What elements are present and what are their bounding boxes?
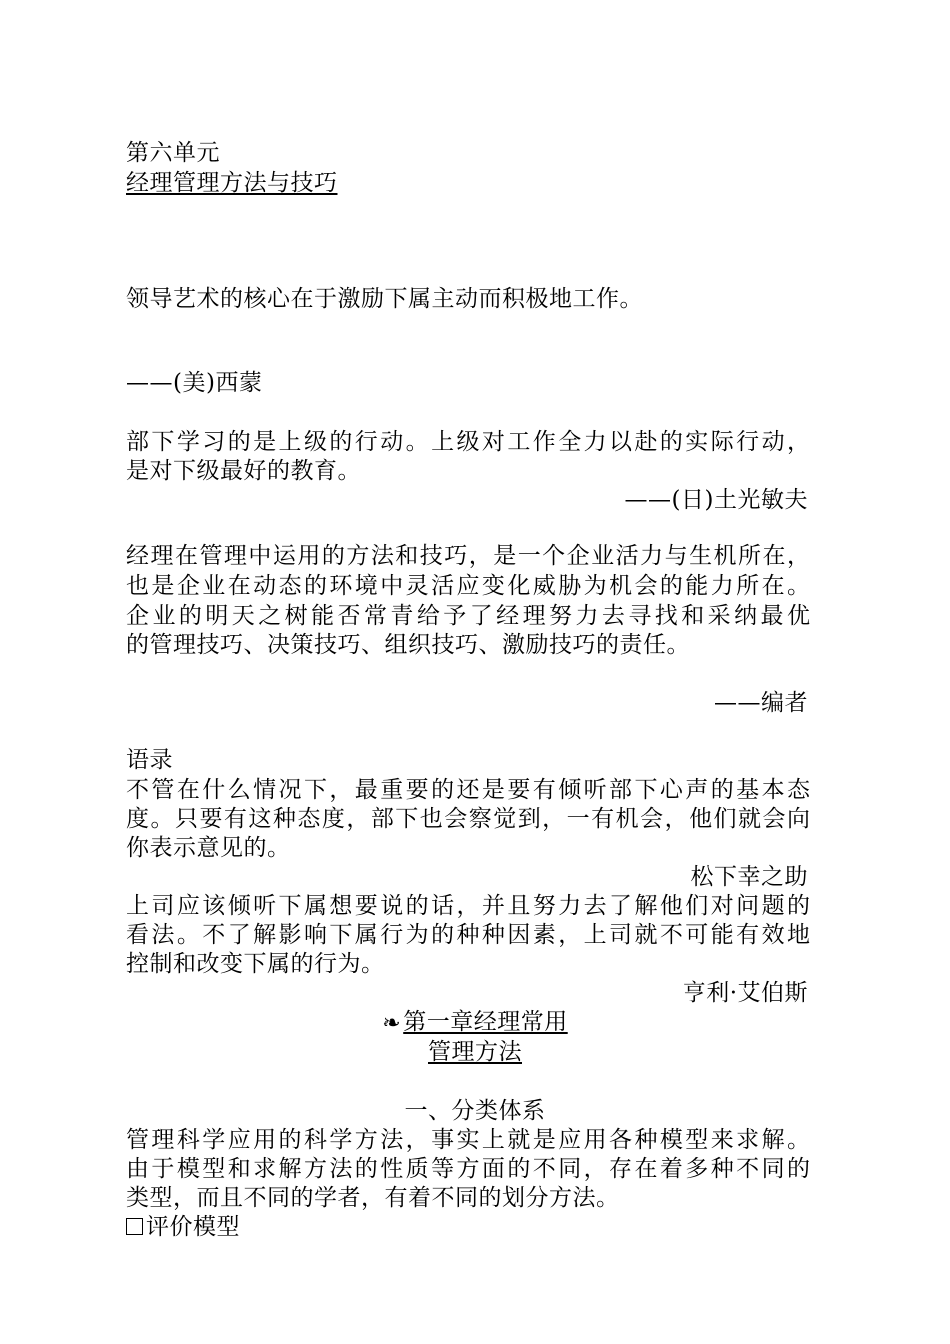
section-line-2: 由于模型和求解方法的性质等方面的不同，存在着多种不同的 xyxy=(126,1156,810,1182)
chapter-heading-line-1 xyxy=(0,1007,950,1039)
checkbox-icon xyxy=(126,1218,143,1235)
checkbox-item xyxy=(126,1212,240,1242)
chapter-heading-line-2 xyxy=(0,1037,950,1067)
saying-2-line-3: 控制和改变下属的行为。 xyxy=(126,951,385,977)
quote-3-line-4: 的管理技巧、决策技巧、组织技巧、激励技巧的责任。 xyxy=(126,632,690,658)
section-line-3: 类型，而且不同的学者，有着不同的划分方法。 xyxy=(126,1185,620,1211)
saying-1-line-3: 你表示意见的。 xyxy=(126,835,291,861)
checkbox-item-label: 评价模型 xyxy=(146,1214,240,1240)
unit-label: 第六单元 xyxy=(126,140,220,166)
quote-3-line-3: 企业的明天之树能否常青给予了经理努力去寻找和采纳最优 xyxy=(126,603,810,629)
saying-1-author: 松下幸之助 xyxy=(690,864,808,890)
chapter-title-line-1: 第一章经理常用 xyxy=(403,1009,568,1035)
unit-title: 经理管理方法与技巧 xyxy=(126,170,338,196)
quote-2-author: ——(日)土光敏夫 xyxy=(624,487,808,513)
quote-2-line-1: 部下学习的是上级的行动。上级对工作全力以赴的实际行动， xyxy=(126,429,810,455)
sayings-heading: 语录 xyxy=(126,747,173,773)
section-line-1: 管理科学应用的科学方法，事实上就是应用各种模型来求解。 xyxy=(126,1127,810,1153)
quote-3-line-2: 也是企业在动态的环境中灵活应变化威胁为机会的能力所在。 xyxy=(126,573,810,599)
saying-2-line-2: 看法。不了解影响下属行为的种种因素，上司就不可能有效地 xyxy=(126,922,810,948)
fleuron-icon: ❧ xyxy=(382,1011,402,1036)
saying-1-line-2: 度。只要有这种态度，部下也会察觉到，一有机会，他们就会向 xyxy=(126,806,810,832)
section-heading: 一、分类体系 xyxy=(404,1098,546,1124)
quote-3-author: ——编者 xyxy=(714,690,808,716)
saying-1-line-1: 不管在什么情况下，最重要的还是要有倾听部下心声的基本态 xyxy=(126,777,810,803)
quote-1-author: ——(美)西蒙 xyxy=(126,370,263,396)
chapter-title-line-2: 管理方法 xyxy=(428,1039,522,1065)
saying-2-author: 亨利·艾伯斯 xyxy=(682,980,808,1006)
quote-1-text: 领导艺术的核心在于激励下属主动而积极地工作。 xyxy=(126,286,643,312)
saying-2-line-1: 上司应该倾听下属想要说的话，并且努力去了解他们对问题的 xyxy=(126,893,810,919)
quote-2-line-2: 是对下级最好的教育。 xyxy=(126,458,361,484)
quote-3-line-1: 经理在管理中运用的方法和技巧，是一个企业活力与生机所在， xyxy=(126,543,810,569)
